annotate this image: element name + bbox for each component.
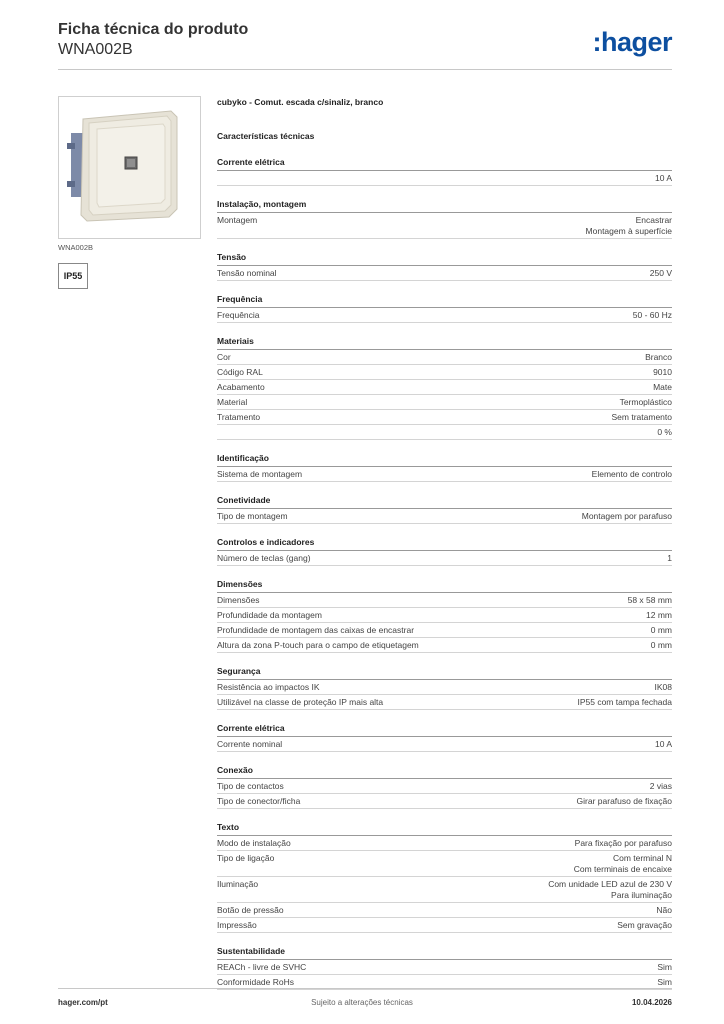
section-title: Dimensões	[217, 578, 672, 593]
spec-value-line: Elemento de controlo	[591, 469, 672, 479]
ip-rating-badge: IP55	[58, 263, 88, 289]
spec-value	[620, 397, 672, 408]
section-title: Identificação	[217, 452, 672, 467]
spec-value	[575, 838, 672, 849]
spec-label: Tipo de contactos	[217, 781, 284, 791]
section-title: Sustentabilidade	[217, 945, 672, 960]
spec-value	[592, 469, 672, 480]
footer-date: 10.04.2026	[631, 998, 672, 1007]
page-title: Ficha técnica do produto	[58, 21, 249, 38]
spec-label: Utilizável na classe de proteção IP mais alta	[217, 697, 384, 707]
section-title: Segurança	[217, 665, 672, 680]
spec-row	[217, 551, 672, 566]
spec-section	[217, 764, 672, 809]
spec-value	[651, 625, 672, 636]
section-title: Corrente elétrica	[217, 156, 672, 171]
spec-value-line: Com terminais de encaixe	[573, 864, 672, 874]
spec-value	[667, 553, 672, 564]
spec-label: Profundidade da montagem	[217, 610, 322, 620]
spec-value	[574, 853, 672, 875]
spec-row	[217, 779, 672, 794]
spec-label: Sistema de montagem	[217, 469, 303, 479]
spec-section	[217, 198, 672, 239]
spec-value	[577, 796, 672, 807]
spec-value-line: 2 vias	[649, 781, 672, 791]
hager-logo: :hager	[592, 27, 672, 57]
spec-value-line: Sim	[657, 977, 672, 987]
spec-value-line: Não	[656, 905, 672, 915]
spec-row	[217, 794, 672, 809]
spec-row	[217, 365, 672, 380]
spec-row	[217, 509, 672, 524]
spec-value-line: 12 mm	[646, 610, 672, 620]
spec-value	[612, 412, 672, 423]
spec-value-line: Com unidade LED azul de 230 V	[548, 879, 672, 889]
section-title: Conexão	[217, 764, 672, 779]
spec-value	[650, 268, 672, 279]
spec-value-line: Girar parafuso de fixação	[576, 796, 672, 806]
spec-value-line: 10 A	[654, 739, 672, 749]
spec-label: Conformidade RoHs	[217, 977, 295, 987]
spec-content	[217, 96, 672, 1002]
spec-row	[217, 918, 672, 933]
spec-section	[217, 665, 672, 710]
spec-row	[217, 960, 672, 975]
spec-value	[650, 781, 672, 792]
spec-label: Tipo de ligação	[217, 853, 275, 863]
spec-label: Profundidade de montagem das caixas de encastrar	[217, 625, 415, 635]
section-title: Instalação, montagem	[217, 198, 672, 213]
section-title: Conetividade	[217, 494, 672, 509]
spec-sections	[217, 156, 672, 990]
spec-row	[217, 213, 672, 239]
image-caption: WNA002B	[58, 243, 94, 252]
spec-value-line: Mate	[653, 382, 672, 392]
footer-divider	[58, 988, 672, 989]
spec-row	[217, 903, 672, 918]
spec-value-line: 0 %	[657, 427, 672, 437]
spec-value	[646, 610, 672, 621]
spec-value-line: Para fixação por parafuso	[574, 838, 672, 848]
spec-label: Material	[217, 397, 248, 407]
spec-row	[217, 877, 672, 903]
spec-row	[217, 425, 672, 440]
spec-value	[655, 173, 672, 184]
spec-value-line: Com terminal N	[612, 853, 672, 863]
spec-value	[653, 367, 672, 378]
spec-label: Montagem	[217, 215, 258, 225]
spec-section	[217, 156, 672, 186]
spec-section	[217, 494, 672, 524]
spec-section	[217, 536, 672, 566]
spec-row	[217, 380, 672, 395]
spec-label: Impressão	[217, 920, 257, 930]
spec-section	[217, 335, 672, 440]
spec-row	[217, 836, 672, 851]
spec-label: Iluminação	[217, 879, 259, 889]
spec-value	[651, 640, 672, 651]
spec-value-line: Montagem à superfície	[585, 226, 672, 236]
spec-value-line: Montagem por parafuso	[581, 511, 672, 521]
spec-row	[217, 410, 672, 425]
spec-value-line: Para iluminação	[611, 890, 672, 900]
spec-value-line: Branco	[645, 352, 672, 362]
section-title: Corrente elétrica	[217, 722, 672, 737]
section-title: Texto	[217, 821, 672, 836]
product-name: cubyko - Comut. escada c/sinaliz, branco	[217, 97, 384, 107]
spec-row	[217, 395, 672, 410]
spec-row	[217, 851, 672, 877]
header-divider	[58, 69, 672, 70]
spec-value	[617, 920, 672, 931]
spec-label: Código RAL	[217, 367, 263, 377]
spec-value	[645, 352, 672, 363]
page-header	[58, 20, 248, 60]
spec-row	[217, 638, 672, 653]
spec-row	[217, 737, 672, 752]
spec-value-line: Encastrar	[635, 215, 672, 225]
section-title: Controlos e indicadores	[217, 536, 672, 551]
spec-value-line: Termoplástico	[619, 397, 672, 407]
spec-row	[217, 608, 672, 623]
spec-row	[217, 350, 672, 365]
spec-value	[655, 739, 672, 750]
spec-value	[628, 595, 672, 606]
footer-website: hager.com/pt	[58, 998, 108, 1007]
spec-value-line: 250 V	[649, 268, 672, 278]
spec-value	[655, 682, 673, 693]
spec-label: REACh - livre de SVHC	[217, 962, 307, 972]
spec-label: Frequência	[217, 310, 260, 320]
product-image	[58, 96, 201, 239]
spec-label: Corrente nominal	[217, 739, 283, 749]
spec-value	[656, 905, 672, 916]
spec-value	[657, 427, 672, 438]
footer-disclaimer: Sujeito a alterações técnicas	[311, 998, 413, 1007]
spec-row	[217, 695, 672, 710]
spec-label: Tipo de montagem	[217, 511, 288, 521]
spec-label: Tipo de conector/ficha	[217, 796, 301, 806]
spec-label: Botão de pressão	[217, 905, 284, 915]
spec-section	[217, 945, 672, 990]
spec-value	[548, 879, 672, 901]
section-title: Frequência	[217, 293, 672, 308]
spec-row	[217, 467, 672, 482]
section-title: Materiais	[217, 335, 672, 350]
spec-label: Cor	[217, 352, 231, 362]
spec-row	[217, 266, 672, 281]
spec-row	[217, 623, 672, 638]
spec-row	[217, 680, 672, 695]
section-title: Tensão	[217, 251, 672, 266]
spec-value-line: 58 x 58 mm	[627, 595, 672, 605]
spec-label: Número de teclas (gang)	[217, 553, 311, 563]
spec-value	[586, 215, 672, 237]
spec-label: Resistência ao impactos IK	[217, 682, 320, 692]
spec-row	[217, 593, 672, 608]
spec-value-line: 0 mm	[650, 625, 672, 635]
product-code: WNA002B	[58, 41, 133, 58]
spec-label: Tensão nominal	[217, 268, 277, 278]
spec-section	[217, 722, 672, 752]
spec-value	[582, 511, 672, 522]
spec-value-line: 50 - 60 Hz	[632, 310, 672, 320]
spec-label: Modo de instalação	[217, 838, 291, 848]
spec-value-line: Sem tratamento	[611, 412, 672, 422]
spec-label: Dimensões	[217, 595, 260, 605]
spec-label: Altura da zona P-touch para o campo de etiquetagem	[217, 640, 419, 650]
spec-value-line: Sim	[657, 962, 672, 972]
spec-value	[657, 962, 672, 973]
spec-value	[577, 697, 672, 708]
spec-value	[633, 310, 672, 321]
spec-section	[217, 452, 672, 482]
spec-section	[217, 821, 672, 933]
switch-illustration	[59, 97, 200, 238]
spec-value-line: 9010	[653, 367, 672, 377]
spec-value	[657, 977, 672, 988]
spec-section	[217, 293, 672, 323]
spec-value-line: 10 A	[654, 173, 672, 183]
spec-row	[217, 308, 672, 323]
spec-value-line: IP55 com tampa fechada	[577, 697, 672, 707]
spec-value-line: 1	[667, 553, 672, 563]
spec-row	[217, 171, 672, 186]
characteristics-title: Características técnicas	[217, 131, 315, 141]
spec-section	[217, 578, 672, 653]
spec-value-line: 0 mm	[650, 640, 672, 650]
spec-value-line: IK08	[654, 682, 672, 692]
spec-label: Tratamento	[217, 412, 261, 422]
spec-label: Acabamento	[217, 382, 265, 392]
spec-value	[653, 382, 672, 393]
spec-section	[217, 251, 672, 281]
spec-value-line: Sem gravação	[617, 920, 672, 930]
